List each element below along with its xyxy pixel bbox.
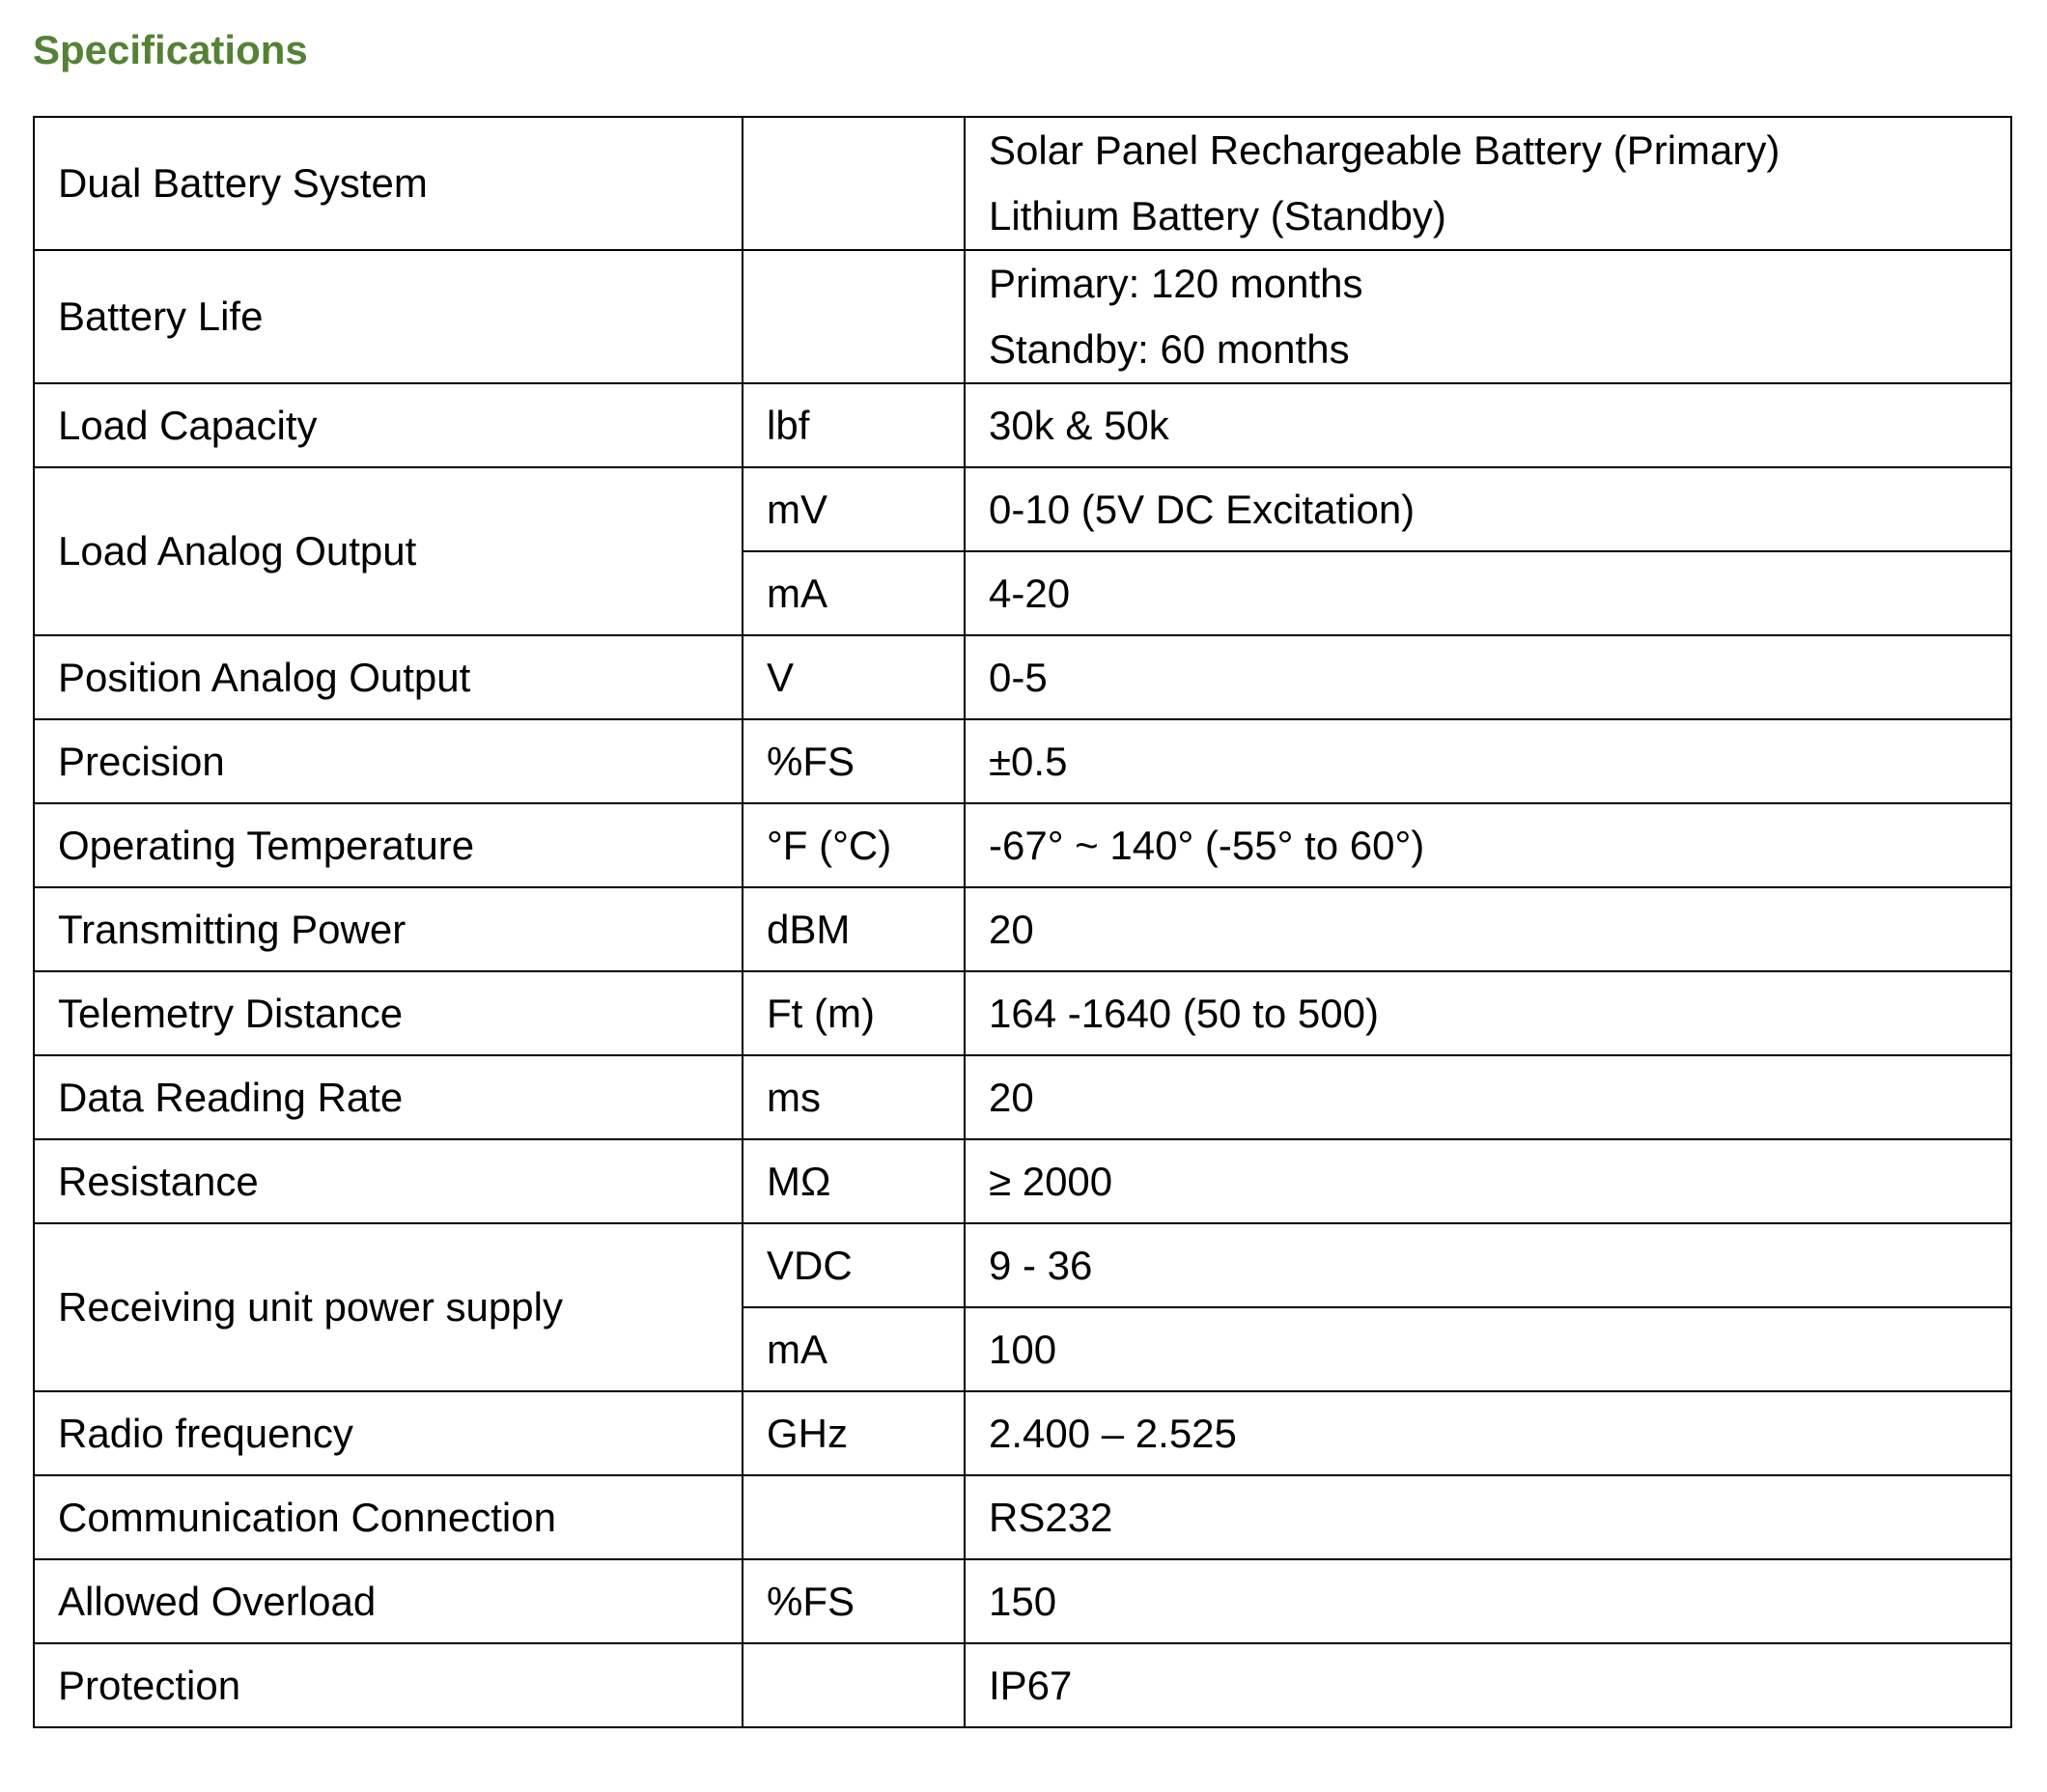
table-row bbox=[34, 1391, 2011, 1475]
parameter-cell: Battery Life bbox=[34, 250, 743, 383]
value-line: Primary: 120 months bbox=[989, 261, 1363, 306]
table-row bbox=[34, 635, 2011, 719]
parameter-cell: Protection bbox=[34, 1643, 743, 1727]
parameter-cell: Allowed Overload bbox=[34, 1559, 743, 1643]
value-cell: 0-5 bbox=[965, 635, 2011, 719]
value-cell: -67° ~ 140° (-55° to 60°) bbox=[965, 803, 2011, 887]
unit-cell: %FS bbox=[743, 719, 965, 803]
parameter-cell: Load Capacity bbox=[34, 383, 743, 467]
table-row bbox=[34, 1223, 2011, 1307]
unit-cell: mA bbox=[743, 551, 965, 635]
value-cell: 0-10 (5V DC Excitation) bbox=[965, 467, 2011, 551]
parameter-cell: Resistance bbox=[34, 1139, 743, 1223]
section-title: Specifications bbox=[33, 27, 308, 72]
parameter-cell: Load Analog Output bbox=[34, 467, 743, 635]
value-cell: 30k & 50k bbox=[965, 383, 2011, 467]
table-row bbox=[34, 467, 2011, 551]
parameter-cell: Communication Connection bbox=[34, 1475, 743, 1559]
value-cell: 9 - 36 bbox=[965, 1223, 2011, 1307]
unit-cell: Ft (m) bbox=[743, 971, 965, 1055]
unit-cell bbox=[743, 250, 965, 383]
value-line: Solar Panel Rechargeable Battery (Primary) bbox=[989, 127, 1781, 173]
value-cell: RS232 bbox=[965, 1475, 2011, 1559]
unit-cell bbox=[743, 1475, 965, 1559]
parameter-cell: Radio frequency bbox=[34, 1391, 743, 1475]
value-cell: 20 bbox=[965, 1055, 2011, 1139]
unit-cell: GHz bbox=[743, 1391, 965, 1475]
table-row bbox=[34, 971, 2011, 1055]
parameter-cell: Receiving unit power supply bbox=[34, 1223, 743, 1391]
parameter-cell: Transmitting Power bbox=[34, 887, 743, 971]
value-cell bbox=[965, 117, 2011, 250]
unit-cell: °F (°C) bbox=[743, 803, 965, 887]
parameter-cell: Precision bbox=[34, 719, 743, 803]
table-row bbox=[34, 383, 2011, 467]
parameter-cell: Position Analog Output bbox=[34, 635, 743, 719]
value-line: Lithium Battery (Standby) bbox=[989, 193, 1446, 238]
value-cell: 20 bbox=[965, 887, 2011, 971]
unit-cell bbox=[743, 1643, 965, 1727]
parameter-cell: Data Reading Rate bbox=[34, 1055, 743, 1139]
parameter-cell: Telemetry Distance bbox=[34, 971, 743, 1055]
table-row bbox=[34, 719, 2011, 803]
table-row bbox=[34, 803, 2011, 887]
value-cell: 164 -1640 (50 to 500) bbox=[965, 971, 2011, 1055]
table-row bbox=[34, 250, 2011, 383]
value-cell: IP67 bbox=[965, 1643, 2011, 1727]
unit-cell bbox=[743, 117, 965, 250]
table-row bbox=[34, 1643, 2011, 1727]
table-row bbox=[34, 1559, 2011, 1643]
unit-cell: dBM bbox=[743, 887, 965, 971]
value-line: Standby: 60 months bbox=[989, 326, 1350, 372]
table-row bbox=[34, 117, 2011, 250]
value-cell: 150 bbox=[965, 1559, 2011, 1643]
value-cell: 100 bbox=[965, 1307, 2011, 1391]
parameter-cell: Operating Temperature bbox=[34, 803, 743, 887]
table-row bbox=[34, 1139, 2011, 1223]
value-cell: ±0.5 bbox=[965, 719, 2011, 803]
table-row bbox=[34, 1055, 2011, 1139]
unit-cell: mA bbox=[743, 1307, 965, 1391]
value-cell: 2.400 – 2.525 bbox=[965, 1391, 2011, 1475]
parameter-cell: Dual Battery System bbox=[34, 117, 743, 250]
table-row bbox=[34, 887, 2011, 971]
table-row bbox=[34, 1475, 2011, 1559]
value-cell bbox=[965, 250, 2011, 383]
value-cell: ≥ 2000 bbox=[965, 1139, 2011, 1223]
unit-cell: lbf bbox=[743, 383, 965, 467]
value-cell: 4-20 bbox=[965, 551, 2011, 635]
specifications-table bbox=[33, 116, 2012, 1728]
unit-cell: VDC bbox=[743, 1223, 965, 1307]
unit-cell: ms bbox=[743, 1055, 965, 1139]
unit-cell: mV bbox=[743, 467, 965, 551]
unit-cell: V bbox=[743, 635, 965, 719]
unit-cell: MΩ bbox=[743, 1139, 965, 1223]
unit-cell: %FS bbox=[743, 1559, 965, 1643]
